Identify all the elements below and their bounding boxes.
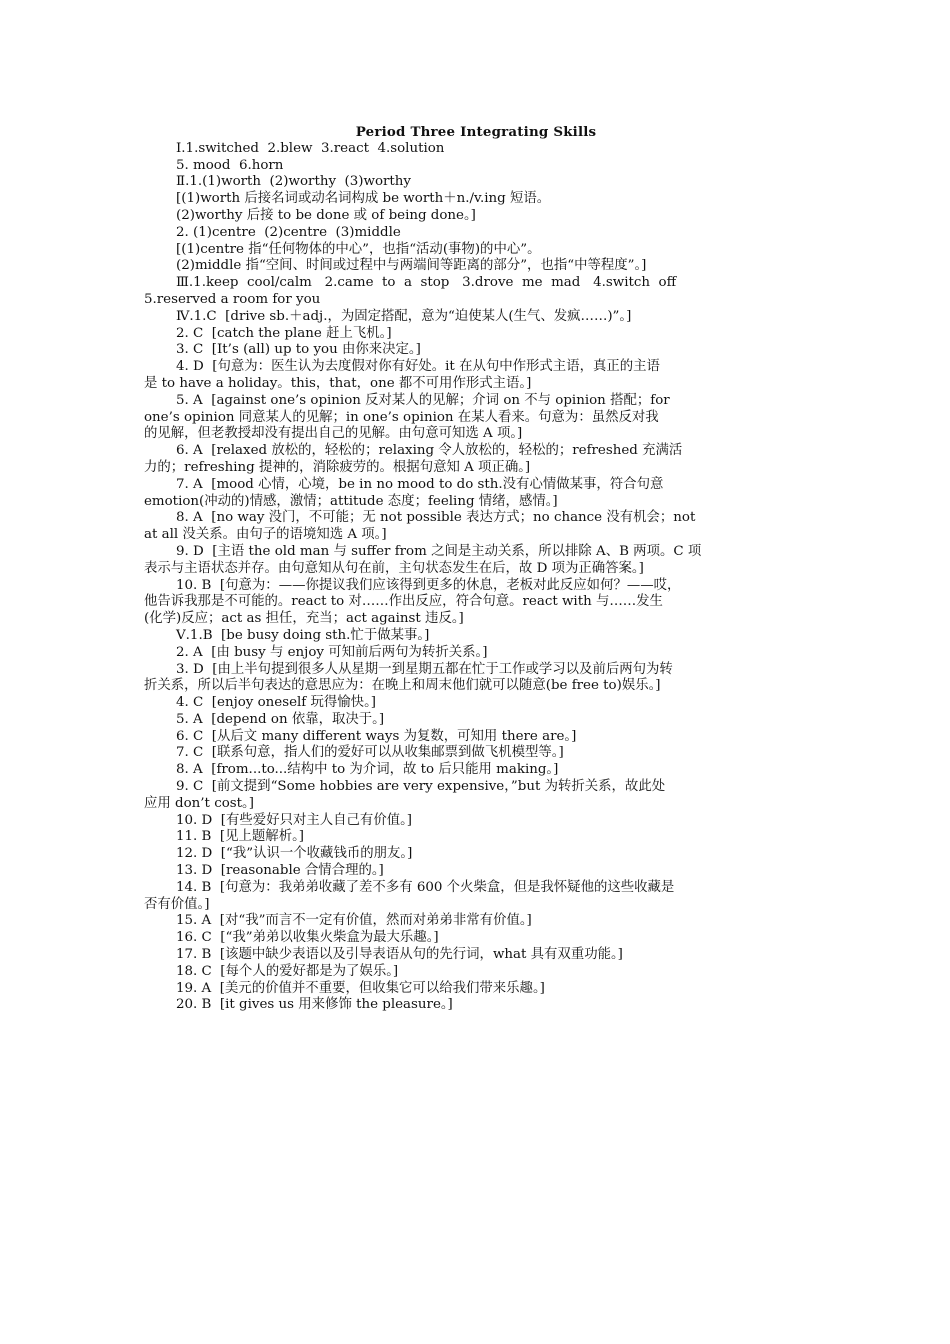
answer-line: 6. A [relaxed 放松的，轻松的；relaxing 令人放松的，轻松的；refreshed 充满活: [176, 443, 683, 459]
answer-line: 折关系，所以后半句表达的意思应为：在晚上和周末他们就可以随意(be free to)娱乐。]: [144, 678, 661, 694]
answer-line: 5. A [depend on 依靠，取决于。]: [176, 711, 385, 727]
answer-line: 7. C [联系句意，指人们的爱好可以从收集邮票到做飞机模型等。]: [176, 745, 564, 761]
answer-line: 9. C [前文提到“Some hobbies are very expensive，”but 为转折关系，故此处: [176, 779, 666, 795]
answer-line: 2. C [catch the plane 赶上飞机。]: [176, 325, 392, 341]
answer-line: (2)worthy 后接 to be done 或 of being done。]: [176, 207, 476, 223]
answer-line: 8. A [no way 没门，不可能；无 not possible 表达方式；no chance 没有机会；not: [176, 510, 696, 526]
answer-line: 20. B [it gives us 用来修饰 the pleasure。]: [176, 997, 453, 1013]
answer-line: Ⅰ.1.switched 2.blew 3.react 4.solution: [176, 140, 445, 156]
answer-line: 3. D [由上半句提到很多人从星期一到星期五都在忙于工作或学习以及前后两句为转: [176, 661, 673, 677]
answer-line: 4. D [句意为：医生认为去度假对你有好处。it 在从句中作形式主语，真正的主语: [176, 359, 660, 375]
answer-key-document: [144, 124, 808, 1014]
answer-line: one’s opinion 同意某人的见解；in one’s opinion 在某人看来。句意为：虽然反对我: [144, 409, 659, 425]
answer-line: 13. D [reasonable 合情合理的。]: [176, 863, 384, 879]
answer-line: [(1)worth 后接名词或动名词构成 be worth＋n./v.ing 短语。: [176, 191, 551, 207]
answer-line: 5. A [against one’s opinion 反对某人的见解；介词 on 不与 opinion 搭配；for: [176, 392, 670, 408]
answer-line: 14. B [句意为：我弟弟收藏了差不多有 600 个火柴盒，但是我怀疑他的这些收藏是: [176, 879, 675, 895]
answer-line: 3. C [It’s (all) up to you 由你来决定。]: [176, 342, 421, 358]
answer-line: 2. (1)centre (2)centre (3)middle: [176, 224, 401, 240]
answer-line: 应用 don’t cost。]: [144, 795, 254, 811]
answer-line: (化学)反应；act as 担任，充当；act against 违反。]: [144, 611, 464, 627]
answer-line: Ⅴ.1.B [be busy doing sth.忙于做某事。]: [176, 627, 430, 643]
answer-line: 10. B [句意为：——你提议我们应该得到更多的休息，老板对此反应如何？——哎，: [176, 577, 681, 593]
answer-line: 6. C [从后文 many different ways 为复数，可知用 there are。]: [176, 728, 577, 744]
answer-line: 否有价值。]: [144, 896, 210, 912]
answer-line: Ⅱ.1.(1)worth (2)worthy (3)worthy: [176, 174, 411, 190]
answer-line: 7. A [mood 心情，心境，be in no mood to do sth.没有心情做某事，符合句意: [176, 476, 664, 492]
answer-line: 17. B [该题中缺少表语以及引导表语从句的先行词，what 具有双重功能。]: [176, 947, 623, 963]
answer-line: 12. D [“我”认识一个收藏钱币的朋友。]: [176, 846, 413, 862]
answer-line: emotion(冲动的)情感，激情；attitude 态度；feeling 情绪，感情。]: [144, 493, 558, 509]
page-title: Period Three Integrating Skills: [355, 124, 597, 140]
answer-line: 8. A [from...to...结构中 to 为介词，故 to 后只能用 making。]: [176, 762, 559, 778]
answer-line: 10. D [有些爱好只对主人自己有价值。]: [176, 812, 413, 828]
answer-line: 11. B [见上题解析。]: [176, 829, 304, 845]
answer-line: 5. mood 6.horn: [176, 157, 284, 173]
answer-line: 19. A [美元的价值并不重要，但收集它可以给我们带来乐趣。]: [176, 980, 545, 996]
answer-line: Ⅳ.1.C [drive sb.＋adj.，为固定搭配，意为“迫使某人(生气、发疯……)”。]: [176, 308, 632, 324]
answer-line: 力的；refreshing 提神的，消除疲劳的。根据句意知 A 项正确。]: [144, 459, 531, 475]
answer-line: 表示与主语状态并存。由句意知从句在前，主句状态发生在后，故 D 项为正确答案。]: [144, 560, 644, 576]
answer-line: (2)middle 指“空间、时间或过程中与两端间等距离的部分”，也指“中等程度”。]: [176, 258, 647, 274]
answer-line: 18. C [每个人的爱好都是为了娱乐。]: [176, 963, 399, 979]
answer-line: 16. C [“我”弟弟以收集火柴盒为最大乐趣。]: [176, 930, 439, 946]
answer-line: 15. A [对“我”而言不一定有价值，然而对弟弟非常有价值。]: [176, 913, 532, 929]
answer-line: 他告诉我那是不可能的。react to 对……作出反应，符合句意。react with 与……发生: [144, 594, 663, 610]
answer-line: Ⅲ.1.keep cool/calm 2.came to a stop 3.drove me mad 4.switch off: [176, 275, 677, 291]
answer-line: at all 没关系。由句子的语境知选 A 项。]: [144, 527, 387, 543]
answer-line: 2. A [由 busy 与 enjoy 可知前后两句为转折关系。]: [176, 644, 488, 660]
answer-lines: [144, 141, 808, 1014]
answer-line: [(1)centre 指“任何物体的中心”，也指“活动(事物)的中心”。: [176, 241, 541, 257]
answer-line: 是 to have a holiday。this，that，one 都不可用作形式主语。]: [144, 375, 532, 391]
answer-line: 5.reserved a room for you: [144, 291, 321, 307]
answer-line: 4. C [enjoy oneself 玩得愉快。]: [176, 695, 376, 711]
answer-line: 的见解，但老教授却没有提出自己的见解。由句意可知选 A 项。]: [144, 426, 523, 442]
answer-line: 9. D [主语 the old man 与 suffer from 之间是主动关系，所以排除 A、B 两项。C 项: [176, 543, 702, 559]
